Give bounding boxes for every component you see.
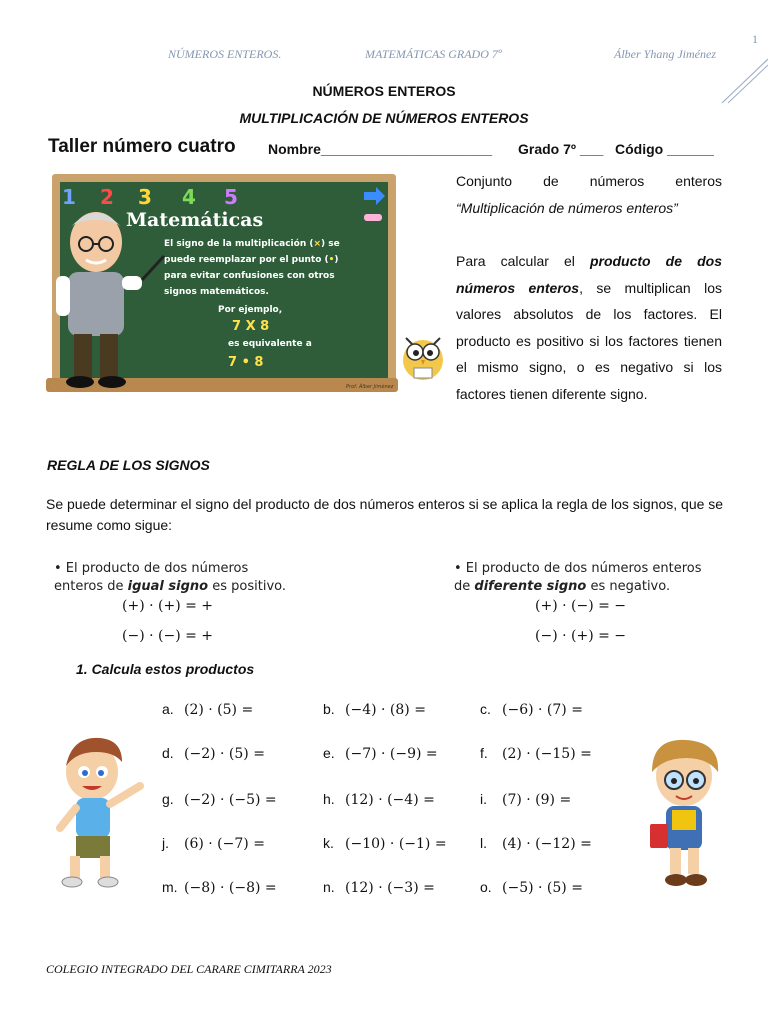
exercise-item-g[interactable]: g. (−2) · (−5) = — [162, 791, 277, 808]
rule-right-eq1: (+) · (−) = − — [535, 598, 627, 614]
header-right: Álber Yhang Jiménez — [614, 47, 716, 61]
exercise-item-o[interactable]: o. (−5) · (5) = — [480, 879, 583, 896]
page-title: NÚMEROS ENTEROS — [312, 83, 456, 99]
exercise-item-i[interactable]: i. (7) · (9) = — [480, 791, 572, 808]
board-signature: Prof. Álber Jiménez — [346, 384, 394, 390]
page-subtitle: MULTIPLICACIÓN DE NÚMEROS ENTEROS — [239, 110, 529, 126]
exercise-item-h[interactable]: h. (12) · (−4) = — [323, 791, 435, 808]
exercise-item-d[interactable]: d. (−2) · (5) = — [162, 745, 265, 762]
svg-text:Por ejemplo,: Por ejemplo, — [218, 305, 283, 315]
board-number-5: 5 — [224, 185, 238, 209]
rules-intro: Se puede determinar el signo del producto de dos números enteros si se aplica la regla de los signos, que se resume como sigue: — [46, 496, 724, 533]
header-left: NÚMEROS ENTEROS. — [168, 47, 282, 61]
svg-text:puede reemplazar por el punto: puede reemplazar por el punto (•) — [164, 255, 339, 265]
rule-left-text: • El producto de dos números enteros de igual signo es positivo. — [54, 561, 286, 594]
board-number-1: 1 — [62, 185, 76, 209]
svg-text:El signo de la multiplicación: El signo de la multiplicación (×) se — [164, 239, 340, 249]
exercise-item-b[interactable]: b. (−4) · (8) = — [323, 701, 426, 718]
rule-left-eq1: (+) · (+) = + — [122, 598, 214, 614]
workshop-title: Taller número cuatro — [48, 136, 236, 157]
eraser-icon — [364, 214, 382, 221]
exercise-item-l[interactable]: l. (4) · (−12) = — [480, 835, 592, 852]
owl-icon — [400, 330, 446, 382]
girl-cartoon-icon — [638, 738, 728, 890]
intro-set-line1: Conjunto de números enteros — [456, 173, 722, 189]
exercise-item-f[interactable]: f. (2) · (−15) = — [480, 745, 592, 762]
board-example-dot: 7 • 8 — [228, 355, 264, 370]
page-number: 1 — [752, 32, 758, 46]
board-example-times: 7 X 8 — [232, 319, 270, 334]
intro-paragraph: Para calcular el producto de dos números enteros, se multiplican los valores absolutos de los factores. El producto es positivo si los factores tienen el mismo signo, o es negativo si los factores tienen diferente signo. — [456, 253, 722, 402]
exercise-title: 1. Calcula estos productos — [76, 661, 255, 677]
code-field[interactable]: Código ______ — [615, 141, 714, 157]
intro-set-line2: “Multiplicación de números enteros” — [456, 199, 678, 216]
footer: COLEGIO INTEGRADO DEL CARARE CIMITARRA 2023 — [46, 962, 332, 976]
svg-text:para evitar confusiones con ot: para evitar confusiones con otros — [164, 271, 335, 281]
board-number-2: 2 — [100, 185, 114, 209]
board-heading: Matemáticas — [126, 209, 264, 231]
header-center: MATEMÁTICAS GRADO 7º — [365, 47, 502, 61]
exercise-item-c[interactable]: c. (−6) · (7) = — [480, 701, 583, 718]
name-field[interactable]: Nombre______________________ — [268, 141, 493, 157]
exercise-item-m[interactable]: m. (−8) · (−8) = — [162, 879, 277, 896]
exercise-item-j[interactable]: j. (6) · (−7) = — [162, 835, 265, 852]
chalkboard-illustration — [46, 172, 398, 396]
board-number-4: 4 — [182, 185, 196, 209]
rules-title: REGLA DE LOS SIGNOS — [47, 457, 210, 473]
grade-field[interactable]: Grado 7º ___ — [518, 141, 604, 157]
exercise-item-n[interactable]: n. (12) · (−3) = — [323, 879, 435, 896]
intro-set — [456, 168, 722, 221]
boy-cartoon-icon — [52, 736, 148, 888]
board-number-3: 3 — [138, 185, 152, 209]
svg-text:es equivalente a: es equivalente a — [228, 339, 312, 349]
rule-right-text: • El producto de dos números enteros de diferente signo es negativo. — [454, 561, 702, 594]
svg-text:signos matemáticos.: signos matemáticos. — [164, 287, 269, 297]
rule-right-eq2: (−) · (+) = − — [535, 628, 627, 644]
exercise-item-k[interactable]: k. (−10) · (−1) = — [323, 835, 447, 852]
exercise-item-e[interactable]: e. (−7) · (−9) = — [323, 745, 438, 762]
exercise-item-a[interactable]: a. (2) · (5) = — [162, 701, 254, 718]
rule-left-eq2: (−) · (−) = + — [122, 628, 214, 644]
